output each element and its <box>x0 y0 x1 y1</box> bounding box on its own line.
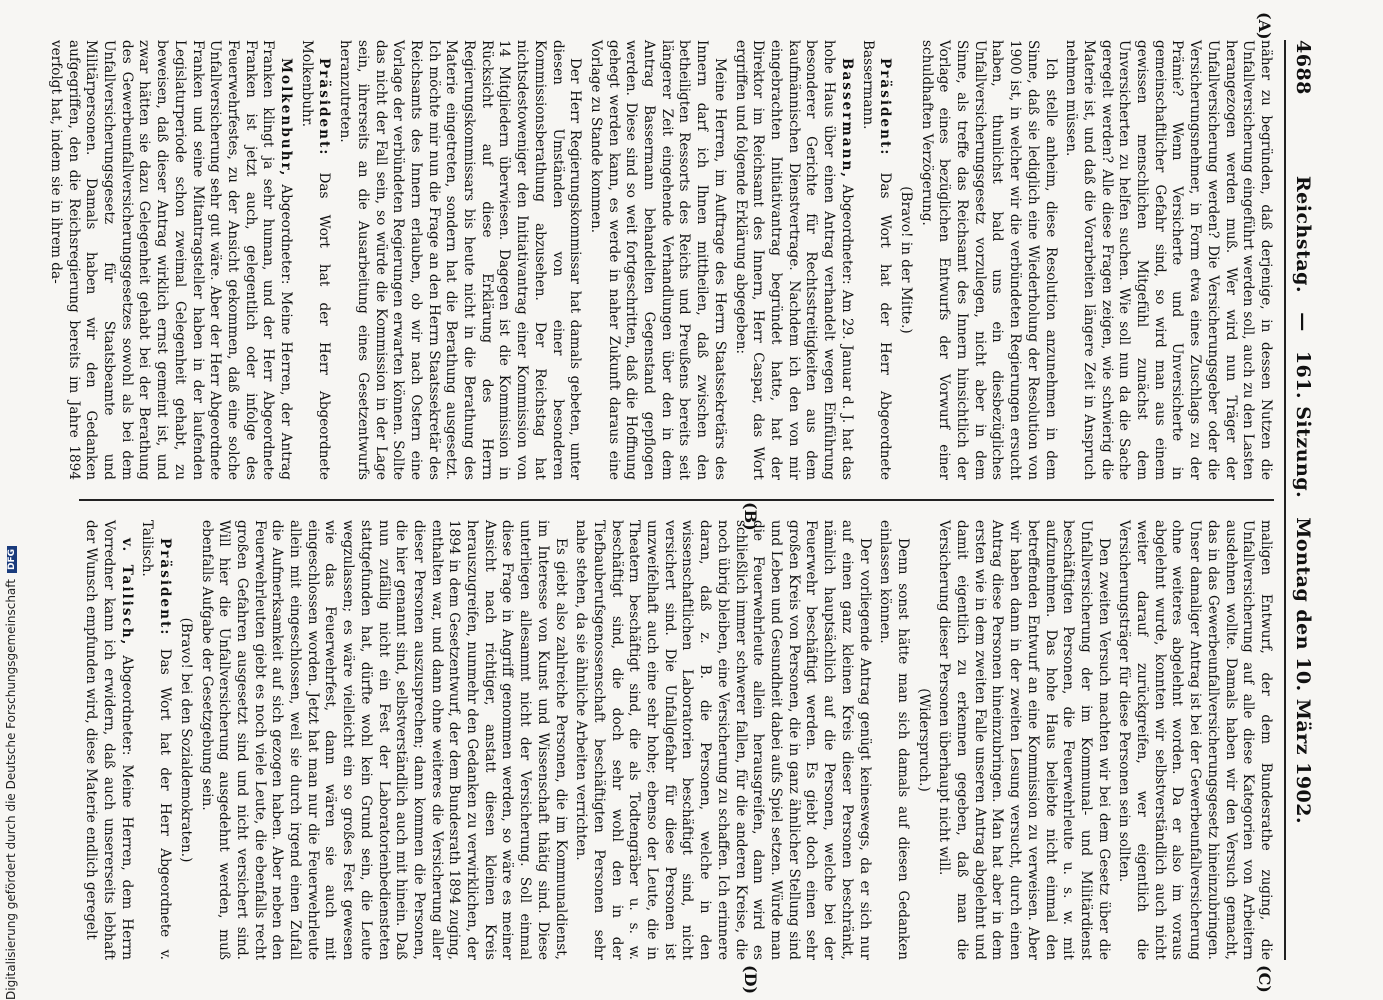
paragraph: Den zweiten Versuch machten wir bei dem Gesetz über die Unfallversicherung der im Kommunal- und Militärdienst beschäftigten Personen, die Feuerwehrleute u. s. w. mit aufzunehmen. Das hohe Haus beliebte nicht einmal den betreffenden Entwurf an eine Kommission zu verweisen. Aber wir haben dann in der zweiten Lesung versucht, durch einen Antrag diese Personen hineinzubringen. Man hat aber in dem ersten wie in dem zweiten Falle unseren Antrag abgelehnt und damit eigentlich zu erkennen gegeben, daß man die Versicherung dieser Personen überhaupt nicht will. <box>936 520 1112 960</box>
running-head-title: Reichstag. <box>1292 175 1314 294</box>
footer-text: Digitalisierung gefördert durch die Deutsche Forschungsgemeinschaft <box>4 578 18 1000</box>
paragraph: Der Herr Regierungskommissar hat damals gebeten, unter diesen Umständen von einer besonderen Kommissionsberathung abzusehen. Der Reichstag hat nichtsdestoweniger den Initiativantrag einer Kommission von 14 Mitgliedern überwiesen. Dagegen ist die Kommission in Rücksicht auf diese Erklärung des Herrn Regierungskommissars bis heute nicht in die Berathung des Materie eingetreten, sondern hat die Berathung ausgesetzt. Ich möchte mir nun die Frage an den Herrn Staatssekretär des Reichsamts des Innern erlauben, ob wir nach Ostern eine Vorlage der verbündeten Regierungen erwarten können. Sollte das nicht der Fall sein, so würde die Kommission in der Lage sein, ihrerseits an die Ausarbeitung eines Gesetzentwurfs heranzutreten. <box>337 40 584 480</box>
paragraph: Denn sonst hätte man sich damals auf diesen Gedanken einlassen können. <box>877 520 911 960</box>
speaker-name: Molkenbuhr, <box>278 58 295 178</box>
speaker-name: Präsident: <box>316 58 333 157</box>
interjection: (Bravo! in der Mitte.) <box>897 186 914 334</box>
paragraph: näher zu begründen, daß derjenige, in dessen Nutzen die Unfallversicherung eingeführt werden soll, auch zu den Lasten herangezogen werden muß. Wer wird nun Träger der Unfallversicherung werden? Die Versicherungsgeber oder die Versicherungsnehmer, in Form etwa eines Zuschlags zu der Prämie? Wenn Versicherte und Unversicherte in gemeinschaftlicher Gefahr sind, so wird man aus einem gewissen menschlichen Mitgefühl zunächst dem Unversicherten zu helfen suchen. Wie soll nun da die Sache geregelt werden? Alle diese Fragen zeigen, wie schwierig die Materie ist, und daß die Vorarbeiten längere Zeit in Anspruch nehmen müssen. <box>1063 40 1274 480</box>
running-head-center <box>1292 40 1314 960</box>
speech-text: Das Wort hat der Herr Abgeordnete Molkenbuhr. <box>298 40 333 481</box>
running-head-session: 161. Sitzung. <box>1292 350 1314 499</box>
speaker-paragraph <box>731 40 855 480</box>
speaker-paragraph <box>858 40 893 480</box>
speaker-name: v. Tailisch, <box>118 538 135 647</box>
paragraph: Der vorliegende Antrag genügt keineswegs, da er sich nur auf einen ganz kleinen Kreis dieser Personen beschränkt, nämlich hauptsächlich auf die Personen, welche bei der Feuerwehr beschäftigt werden. Es giebt doch einen sehr großen Kreis von Personen, die in ganz ähnlicher Stellung sind und Leben und Gesundheit dabei aufs Spiel setzen. Würde man die Feuerwehrleute allein herausgreifen, dann wird es schließlich immer schwerer fallen, für die anderen Kreise, die noch übrig bleiben, eine Versicherung zu schaffen. Ich erinnere daran, daß z. B. die Personen, welche in den wissenschaftlichen Laboratorien beschäftigt sind, nicht versichert sind. Die Unfallgefahr für diese Personen ist unzweifelhaft auch eine sehr hohe; ebenso der Leute, die in Theatern beschäftigt sind, die als Todtengräber u. s. w. beschäftigt sind, die doch sehr wohl den in der Tiefbauberufsgenossenschaft beschäftigten Personen sehr nahe stehen, da sie ähnliche Arbeiten verrichten. <box>573 520 873 960</box>
speech-text: Das Wort hat der Herr Abgeordnete v. Tailisch. <box>139 520 174 960</box>
speaker-name: Präsident: <box>157 538 174 637</box>
speaker-paragraph <box>138 520 173 960</box>
speech-text: Abgeordneter: Am 29. Januar d. J. hat das hohe Haus über einen Antrag verhandelt wegen Einführung besonderer Gerichte für Rechtsstreitigkeiten aus dem kaufmännischen Dienstvertrage. Nachdem ich den von mir eingebrachten Initiativantrag begründet hatte, hat der Direktor im Reichsamt des Innern, Herr Caspar, das Wort ergriffen und folgende Erklärung abgegeben: <box>732 40 855 480</box>
interjection: (Bravo! bei den Sozialdemokraten.) <box>177 617 194 863</box>
left-text-column <box>47 40 1274 481</box>
speaker-name: Präsident: <box>877 58 894 157</box>
speaker-name: Bassermann, <box>838 58 855 180</box>
speech-text: Abgeordneter: Meine Herren, dem Herrn Vorredner kann ich erwidern, daß auch unsererseits lebhaft der Wunsch empfunden wird, diese Materie endlich geregelt <box>83 520 135 960</box>
speaker-paragraph <box>297 40 332 480</box>
speaker-paragraph <box>46 40 294 480</box>
speech-text: Abgeordneter: Meine Herren, der Antrag Franken klingt ja sehr human, und der Herr Abgeordnete Franken ist jetzt auch, gelegentlich oder infolge des Feuerwehrfestes, zu der Ansicht gekommen, daß eine solche Unfallversicherung sehr gut wäre. Aber der Herr Abgeordnete Franken und seine Mitantragsteller haben in der laufenden Legislaturperiode schon zweimal Gelegenheit gehabt, zu beweisen, daß dieser Antrag wirklich ernst gemeint ist, und zwar hätten sie dazu Gelegenheit gehabt bei der Berathung des Gewerbeunfallversicherungsgesetzes sowohl als bei dem Unfallversicherungsgesetz für Staatsbeamte und Militärpersonen. Damals haben wir den Gedanken aufgegriffen, den die Reichsregierung bereits im Jahre 1894 verfolgt hat, indem sie in ihrem da- <box>47 40 295 480</box>
running-head-separator: — <box>1292 312 1314 332</box>
interjection: (Widerspruch.) <box>915 688 932 792</box>
running-head-date: Montag den 10. März 1902. <box>1292 517 1314 825</box>
dfg-logo-icon: DFG <box>7 546 17 573</box>
page-number: 4688 <box>1292 40 1314 95</box>
speech-text: Das Wort hat der Herr Abgeordnete Bassermann. <box>859 40 894 481</box>
margin-marker-a: (A) <box>1255 12 1274 40</box>
digitization-footer <box>4 0 22 1000</box>
running-head <box>1284 40 1320 960</box>
margin-marker-b: (B) <box>741 502 760 531</box>
margin-marker-d: (D) <box>741 965 760 995</box>
paragraph: maligen Entwurf, der dem Bundesrathe zuging, die Unfallversicherung auf alle diese Kategorien von Arbeitern ausdehnen wollte. Damals haben wir den Versuch gemacht, das in das Gewerbeunfallversicherungsgesetz hineinzubringen. Unser damaliger Antrag ist bei der Gewerbeunfallversicherung ohne weiteres abgelehnt worden. Da er also im voraus abgelehnt wurde, konnten wir selbstverständlich auch nicht weiter darauf zurückgreifen, wer eigentlich die Versicherungsträger für diese Personen sein sollten. <box>1116 520 1274 960</box>
paragraph: Es giebt also zahlreiche Personen, die im Kommunaldienst, im Interesse von Kunst und Wissenschaft thätig sind. Diese unterliegen allesammt nicht der Versicherung. Soll einmal diese Frage in Angriff genommen werden, so wäre es meiner Ansicht nach richtiger, anstatt diesen kleinen Kreis herauszugreifen, nunmehr den Gedanken zu verwirklichen, der 1894 in dem Gesetzentwurf, der dem Bundesrath 1894 zuging, enthalten war, und dann ohne weiteres die Versicherung aller dieser Personen auszusprechen; dann kommen die Personen, die hier genannt sind, selbstverständlich auch mit hinein. Daß nun zufällig nicht ein Fest der Laboratorienbediensteten stattgefunden hat, dürfte wohl kein Grund sein, die Leute wegzulassen; es wäre vielleicht ein so großes Fest gewesen wie das Feuerwehrfest, dann wären sie auch mit eingeschlossen worden. Jetzt hat man nur die Feuerwehrleute allein mit eingeschlossen, weil sie durch irgend einen Zufall die Aufmerksamkeit auf sich gezogen haben. Aber neben den Feuerwehrleuten giebt es noch viele Leute, die ebenfalls recht großen Gefahren ausgesetzt sind und nicht versichert sind. Will hier die Unfallversicherung ausgedehnt werden, muß ebenfalls Aufgabe der Gesetzgebung sein. <box>198 520 569 960</box>
paragraph: Ich stelle anheim, diese Resolution anzunehmen in dem Sinne, daß sie lediglich eine Wiederholung der Resolution von 1900 ist, in welcher wir die verbündeten Regierungen ersucht haben, thunlichst bald uns ein diesbezügliches Unfallversicherungsgesetz vorzulegen, nicht aber in dem Sinne, als treffe das Reichsamt des Innern hinsichtlich der Vorlage eines bezüglichen Entwurfs der Vorwurf einer schuldhaften Verzögerung. <box>918 40 1059 480</box>
quotation: Meine Herren, im Auftrage des Herrn Staatssekretärs des Innern darf ich Ihnen mittheilen, daß zwischen den betheiligten Ressorts des Reichs und Preußens bereits seit längerer Zeit eingehende Verhandlungen über den in dem Antrag Bassermann behandelten Gegenstand gepflogen werden. Diese sind so weit fortgeschritten, daß die Hoffnung gehegt werden kann, es werde in naher Zukunft daraus eine Vorlage zu Stande kommen. <box>587 40 728 480</box>
speaker-paragraph <box>82 520 135 960</box>
rotated-page-content <box>47 12 1320 995</box>
column-divider <box>79 499 1274 501</box>
margin-marker-c: (C) <box>1255 965 1274 993</box>
right-text-column <box>79 520 1274 960</box>
